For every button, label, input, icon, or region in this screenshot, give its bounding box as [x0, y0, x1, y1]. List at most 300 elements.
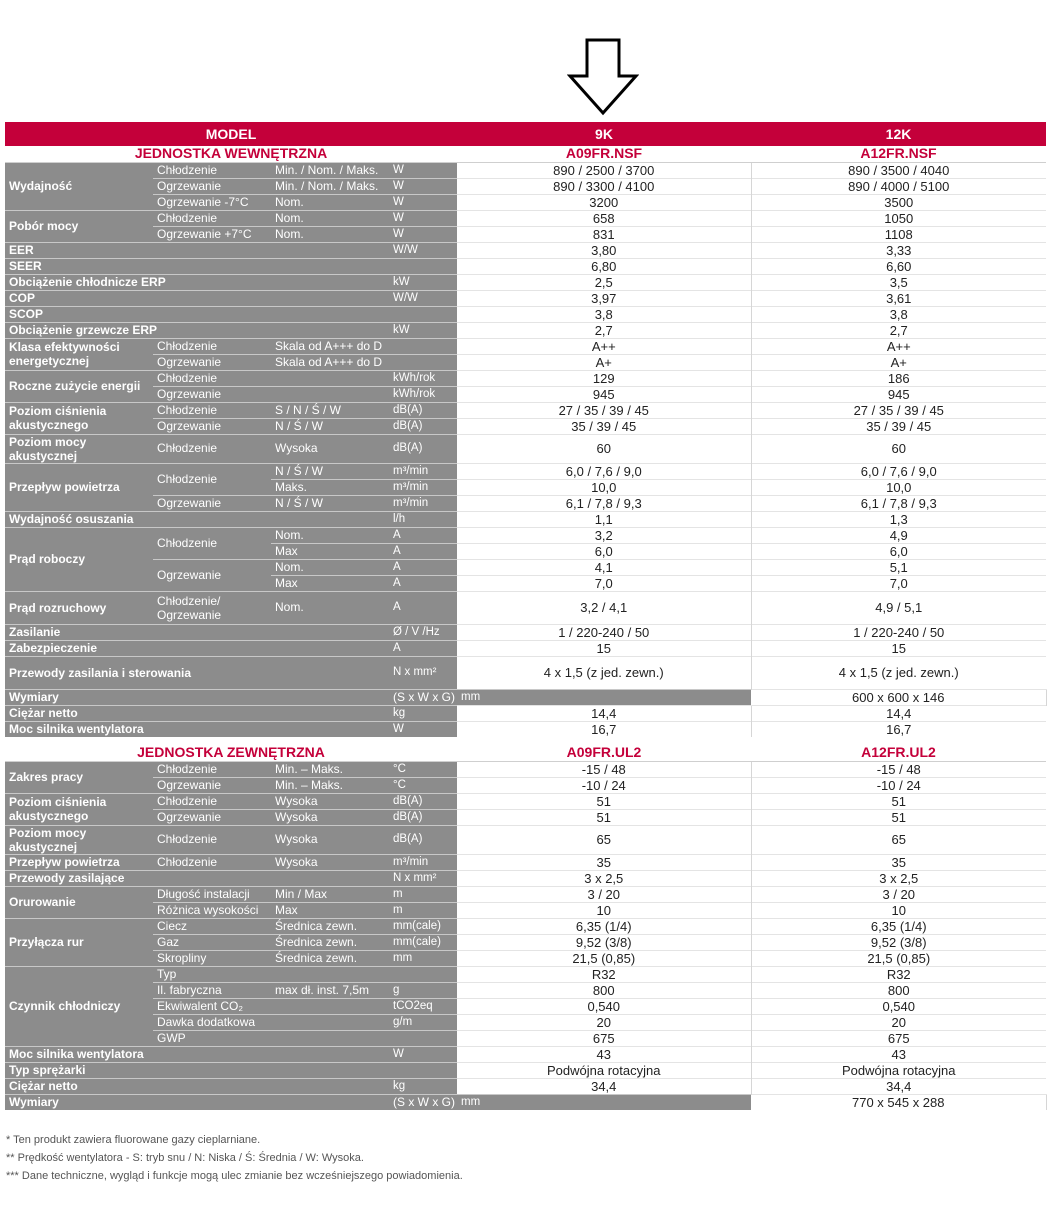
unit-cell: Ø / V /Hz	[389, 624, 457, 640]
value-12k: 186	[751, 370, 1046, 386]
table-row	[5, 870, 1046, 886]
value-12k: 4 x 1,5 (z jed. zewn.)	[751, 656, 1046, 689]
value-12k: 7,0	[751, 575, 1046, 591]
unit-cell: dB(A)	[389, 793, 457, 809]
unit-cell: l/h	[389, 511, 457, 527]
parameter-label: Moc silnika wentylatora	[5, 721, 389, 737]
value-9k: 14,4	[457, 705, 751, 721]
condition-cell: Nom.	[271, 527, 389, 543]
parameter-label: Poziom mocy akustycznej	[5, 825, 153, 854]
table-row	[5, 402, 1046, 418]
condition-cell: max dł. inst. 7,5m	[271, 982, 389, 998]
condition-cell: Max	[271, 902, 389, 918]
parameter-label: Poziom ciśnienia akustycznego	[5, 793, 153, 825]
value-9k: 7,0	[457, 575, 751, 591]
condition-cell: Nom.	[271, 559, 389, 575]
value-9k: 21,5 (0,85)	[457, 950, 751, 966]
unit-cell: dB(A)	[389, 418, 457, 434]
mode-cell: Chłodzenie	[153, 162, 271, 178]
table-row	[5, 998, 1046, 1014]
value-9k: 4,1	[457, 559, 751, 575]
unit-cell: g/m	[389, 1014, 457, 1030]
unit-cell: dB(A)	[389, 402, 457, 418]
table-row	[5, 162, 1046, 178]
condition-cell: N / Ś / W	[271, 418, 389, 434]
value-12k: 890 / 3500 / 4040	[751, 162, 1046, 178]
table-row	[5, 226, 1046, 242]
mode-cell: GWP	[153, 1030, 271, 1046]
value-9k: 65	[457, 825, 751, 854]
parameter-label: Wydajność	[5, 162, 153, 210]
value-9k: 3 x 2,5	[457, 870, 751, 886]
unit-cell: kg	[389, 705, 457, 721]
parameter-label: Roczne zużycie energii	[5, 370, 153, 402]
value-9k: 6,0	[457, 543, 751, 559]
parameter-label: Ciężar netto	[5, 1078, 389, 1094]
value-9k: 129	[457, 370, 751, 386]
value-12k: 51	[751, 793, 1046, 809]
table-row	[5, 982, 1046, 998]
parameter-label: Wydajność osuszania	[5, 511, 389, 527]
value-12k: 675	[751, 1030, 1046, 1046]
condition-cell: Średnica zewn.	[271, 950, 389, 966]
table-row	[5, 434, 1046, 463]
table-row	[5, 258, 1046, 274]
mode-cell: Ogrzewanie	[153, 495, 271, 511]
table-row	[5, 1078, 1046, 1094]
value-9k: A+	[457, 354, 751, 370]
condition-cell: Skala od A+++ do D	[271, 338, 389, 354]
condition-cell: Wysoka	[271, 434, 389, 463]
unit-cell: mm(cale)	[389, 934, 457, 950]
mode-cell: Ogrzewanie	[153, 178, 271, 194]
table-row	[5, 290, 1046, 306]
table-row	[5, 338, 1046, 354]
table-row	[5, 689, 1046, 705]
value-12k: 43	[751, 1046, 1046, 1062]
condition-cell: N / Ś / W	[271, 495, 389, 511]
value-9k: 1 / 220-240 / 50	[457, 624, 751, 640]
condition-cell: Min. – Maks.	[271, 777, 389, 793]
table-row	[5, 418, 1046, 434]
table-row	[5, 1046, 1046, 1062]
condition-cell: Wysoka	[271, 825, 389, 854]
value-9k: 34,4	[457, 1078, 751, 1094]
condition-cell: Wysoka	[271, 793, 389, 809]
footnotes	[6, 1131, 463, 1185]
value-12k: 890 / 4000 / 5100	[751, 178, 1046, 194]
unit-cell: °C	[389, 777, 457, 793]
unit-cell: W	[389, 194, 457, 210]
value-9k: 658	[457, 210, 751, 226]
parameter-label: Klasa efektywności energetycznej	[5, 338, 153, 370]
model-9k-header: 9K	[457, 122, 751, 146]
table-row	[5, 777, 1046, 793]
value-12k: 4,9 / 5,1	[751, 591, 1046, 624]
value-9k: Podwójna rotacyjna	[457, 1062, 751, 1078]
mode-cell: Chłodzenie	[153, 338, 271, 354]
parameter-label: Pobór mocy	[5, 210, 153, 242]
mode-cell: Chłodzenie	[153, 854, 271, 870]
parameter-label: SCOP	[5, 306, 389, 322]
condition-cell: Wysoka	[271, 854, 389, 870]
footnote: * Ten produkt zawiera fluorowane gazy cieplarniane.	[6, 1134, 261, 1146]
parameter-label: Obciążenie chłodnicze ERP	[5, 274, 389, 290]
value-12k: 14,4	[751, 705, 1046, 721]
value-12k: 21,5 (0,85)	[751, 950, 1046, 966]
condition-cell	[271, 998, 389, 1014]
mode-cell: Ogrzewanie	[153, 386, 271, 402]
mode-cell: Chłodzenie	[153, 434, 271, 463]
model-header: MODEL	[5, 122, 457, 146]
value-12k: 3,5	[751, 274, 1046, 290]
value-9k: 831	[457, 226, 751, 242]
table-row	[5, 370, 1046, 386]
value-9k: 10,0	[457, 479, 751, 495]
value-12k: 27 / 35 / 39 / 45	[751, 402, 1046, 418]
table-row	[5, 918, 1046, 934]
outdoor-unit-title-row	[5, 745, 1046, 761]
value-12k: 6,60	[751, 258, 1046, 274]
value-9k: -10 / 24	[457, 777, 751, 793]
unit-cell: A	[389, 543, 457, 559]
value-9k: A++	[457, 338, 751, 354]
value-9k: 51	[457, 793, 751, 809]
value-12k: 15	[751, 640, 1046, 656]
unit-cell: W	[389, 178, 457, 194]
table-row	[5, 591, 1046, 624]
parameter-label: Obciążenie grzewcze ERP	[5, 322, 389, 338]
value-9k: 3,2 / 4,1	[457, 591, 751, 624]
value-9k: 43	[457, 1046, 751, 1062]
mode-cell: Chłodzenie	[153, 463, 271, 495]
value-9k: 3,80	[457, 242, 751, 258]
value-9k: 3200	[457, 194, 751, 210]
table-row	[5, 854, 1046, 870]
section-spacer	[5, 737, 1046, 745]
mode-cell: Chłodzenie	[153, 793, 271, 809]
value-12k: 20	[751, 1014, 1046, 1030]
table-row	[5, 966, 1046, 982]
parameter-label: Typ sprężarki	[5, 1062, 389, 1078]
value-12k: 16,7	[751, 721, 1046, 737]
model-12k-header: 12K	[751, 122, 1046, 146]
mode-cell: Ogrzewanie	[153, 418, 271, 434]
unit-cell: A	[389, 591, 457, 624]
footnote: ** Prędkość wentylatora - S: tryb snu / N: Niska / Ś: Średnia / W: Wysoka.	[6, 1152, 364, 1164]
condition-cell: Nom.	[271, 210, 389, 226]
unit-cell: kW	[389, 322, 457, 338]
condition-cell: Min / Max	[271, 886, 389, 902]
value-9k: 675	[457, 1030, 751, 1046]
mode-cell	[271, 1094, 389, 1110]
value-12k: 10	[751, 902, 1046, 918]
table-row	[5, 1062, 1046, 1078]
mode-cell: Dawka dodatkowa	[153, 1014, 271, 1030]
value-12k: 3,33	[751, 242, 1046, 258]
table-row	[5, 322, 1046, 338]
table-row	[5, 721, 1046, 737]
value-9k: 27 / 35 / 39 / 45	[457, 402, 751, 418]
value-9k: 3 / 20	[457, 886, 751, 902]
table-row	[5, 902, 1046, 918]
unit-cell: A	[389, 527, 457, 543]
mode-cell: Chłodzenie	[153, 370, 271, 386]
value-12k: 6,0 / 7,6 / 9,0	[751, 463, 1046, 479]
table-row	[5, 194, 1046, 210]
condition-cell	[271, 370, 389, 386]
value-12k: 800	[751, 982, 1046, 998]
mode-cell: Chłodzenie	[153, 761, 271, 777]
unit-cell: mm	[457, 1094, 751, 1110]
condition-cell: Min. / Nom. / Maks.	[271, 178, 389, 194]
unit-cell: W	[389, 1046, 457, 1062]
parameter-label: Orurowanie	[5, 886, 153, 918]
value-9k: 890 / 2500 / 3700	[457, 162, 751, 178]
parameter-label: Przyłącza rur	[5, 918, 153, 966]
unit-cell: tCO2eq	[389, 998, 457, 1014]
parameter-label: Ciężar netto	[5, 705, 389, 721]
value-12k: R32	[751, 966, 1046, 982]
mode-cell: Ogrzewanie	[153, 777, 271, 793]
table-row	[5, 886, 1046, 902]
value-9k: 3,8	[457, 306, 751, 322]
unit-cell	[389, 258, 457, 274]
parameter-label: Moc silnika wentylatora	[5, 1046, 389, 1062]
value-12k: 51	[751, 809, 1046, 825]
condition-cell: Min. – Maks.	[271, 761, 389, 777]
value-9k: 600 x 600 x 146	[751, 689, 1046, 705]
mode-cell: Chłodzenie	[153, 402, 271, 418]
unit-cell: W/W	[389, 290, 457, 306]
parameter-label: Przewody zasilania i sterowania	[5, 656, 389, 689]
parameter-label: Zabezpieczenie	[5, 640, 389, 656]
value-12k: 1 / 220-240 / 50	[751, 624, 1046, 640]
value-12k: 34,4	[751, 1078, 1046, 1094]
unit-cell: kWh/rok	[389, 370, 457, 386]
unit-cell: dB(A)	[389, 434, 457, 463]
value-12k: A++	[751, 338, 1046, 354]
value-12k: 4,9	[751, 527, 1046, 543]
condition-cell: Wysoka	[271, 809, 389, 825]
parameter-label: Przepływ powietrza	[5, 854, 153, 870]
unit-cell: W	[389, 210, 457, 226]
value-12k: 0,540	[751, 998, 1046, 1014]
value-9k: 51	[457, 809, 751, 825]
value-9k: 15	[457, 640, 751, 656]
table-row	[5, 463, 1046, 479]
outdoor-unit-title: JEDNOSTKA ZEWNĘTRZNA	[5, 745, 457, 761]
parameter-label: Przewody zasilające	[5, 870, 389, 886]
value-12k: 1108	[751, 226, 1046, 242]
value-9k: 945	[457, 386, 751, 402]
value-9k: 0,540	[457, 998, 751, 1014]
condition-cell: N / Ś / W	[271, 463, 389, 479]
value-12k: 3 x 2,5	[751, 870, 1046, 886]
unit-cell: m³/min	[389, 463, 457, 479]
table-row	[5, 527, 1046, 543]
unit-cell: W	[389, 162, 457, 178]
unit-cell	[389, 1062, 457, 1078]
table-row	[5, 306, 1046, 322]
unit-cell: mm(cale)	[389, 918, 457, 934]
indoor-unit-title: JEDNOSTKA WEWNĘTRZNA	[5, 146, 457, 162]
unit-cell: mm	[389, 950, 457, 966]
value-12k: 3500	[751, 194, 1046, 210]
down-arrow-icon	[567, 38, 639, 116]
value-9k: 6,0 / 7,6 / 9,0	[457, 463, 751, 479]
parameter-label: Prąd roboczy	[5, 527, 153, 591]
value-12k: 3 / 20	[751, 886, 1046, 902]
unit-cell: A	[389, 559, 457, 575]
parameter-label: Zakres pracy	[5, 761, 153, 793]
value-12k: 3,61	[751, 290, 1046, 306]
mode-cell: Typ	[153, 966, 271, 982]
value-12k: A+	[751, 354, 1046, 370]
condition-cell: Nom.	[271, 226, 389, 242]
condition-cell: Max	[271, 575, 389, 591]
value-12k: 6,35 (1/4)	[751, 918, 1046, 934]
mode-cell: Chłodzenie/ Ogrzewanie	[153, 591, 271, 624]
value-12k: 65	[751, 825, 1046, 854]
parameter-label: Zasilanie	[5, 624, 389, 640]
table-row	[5, 559, 1046, 575]
value-12k: 60	[751, 434, 1046, 463]
mode-cell: Różnica wysokości	[153, 902, 271, 918]
mode-cell: Chłodzenie	[153, 527, 271, 559]
value-9k: 6,35 (1/4)	[457, 918, 751, 934]
unit-cell: g	[389, 982, 457, 998]
value-9k: 770 x 545 x 288	[751, 1094, 1046, 1110]
mode-cell: Ogrzewanie	[153, 354, 271, 370]
mode-cell: Ogrzewanie -7°C	[153, 194, 271, 210]
mode-cell: Długość instalacji	[153, 886, 271, 902]
value-9k: R32	[457, 966, 751, 982]
table-row	[5, 1030, 1046, 1046]
value-9k: 35	[457, 854, 751, 870]
value-9k: 60	[457, 434, 751, 463]
condition-cell: Maks.	[271, 479, 389, 495]
condition-cell: Nom.	[271, 591, 389, 624]
unit-cell: N x mm²	[389, 870, 457, 886]
table-row	[5, 242, 1046, 258]
unit-cell	[389, 966, 457, 982]
value-9k: 6,1 / 7,8 / 9,3	[457, 495, 751, 511]
parameter-label: Prąd rozruchowy	[5, 591, 153, 624]
parameter-label: Poziom mocy akustycznej	[5, 434, 153, 463]
outdoor-unit-model-9k: A09FR.UL2	[457, 745, 751, 761]
table-row	[5, 950, 1046, 966]
unit-cell: N x mm²	[389, 656, 457, 689]
unit-cell: kW	[389, 274, 457, 290]
value-12k: 945	[751, 386, 1046, 402]
value-12k: 5,1	[751, 559, 1046, 575]
table-row	[5, 624, 1046, 640]
value-12k: 3,8	[751, 306, 1046, 322]
unit-cell: kg	[389, 1078, 457, 1094]
table-row	[5, 761, 1046, 777]
spacer-cell	[5, 737, 1046, 745]
unit-cell: W	[389, 226, 457, 242]
indoor-unit-title-row	[5, 146, 1046, 162]
value-9k: 35 / 39 / 45	[457, 418, 751, 434]
unit-cell	[389, 306, 457, 322]
unit-cell: W	[389, 721, 457, 737]
table-row	[5, 354, 1046, 370]
indoor-unit-model-12k: A12FR.NSF	[751, 146, 1046, 162]
unit-cell: A	[389, 575, 457, 591]
value-12k: 35	[751, 854, 1046, 870]
unit-cell: dB(A)	[389, 825, 457, 854]
unit-cell: m	[389, 886, 457, 902]
parameter-label: COP	[5, 290, 389, 306]
condition-cell	[271, 966, 389, 982]
value-12k: -15 / 48	[751, 761, 1046, 777]
table-row	[5, 656, 1046, 689]
unit-cell	[389, 354, 457, 370]
unit-cell	[389, 338, 457, 354]
value-9k: 10	[457, 902, 751, 918]
unit-cell: m³/min	[389, 854, 457, 870]
value-12k: 35 / 39 / 45	[751, 418, 1046, 434]
table-row	[5, 210, 1046, 226]
mode-cell: Ciecz	[153, 918, 271, 934]
table-row	[5, 640, 1046, 656]
value-9k: 890 / 3300 / 4100	[457, 178, 751, 194]
footnote: *** Dane techniczne, wygląd i funkcje mogą ulec zmianie bez wcześniejszego powiadomienia.	[6, 1170, 463, 1182]
table-row	[5, 809, 1046, 825]
table-row	[5, 495, 1046, 511]
table-row	[5, 825, 1046, 854]
value-12k: Podwójna rotacyjna	[751, 1062, 1046, 1078]
value-9k: 16,7	[457, 721, 751, 737]
value-12k: 10,0	[751, 479, 1046, 495]
value-9k: 1,1	[457, 511, 751, 527]
mode-cell: Ogrzewanie	[153, 559, 271, 591]
value-9k: 20	[457, 1014, 751, 1030]
condition-cell: Min. / Nom. / Maks.	[271, 162, 389, 178]
table-row	[5, 1014, 1046, 1030]
value-12k: 1050	[751, 210, 1046, 226]
value-12k: 1,3	[751, 511, 1046, 527]
mode-cell: Ogrzewanie +7°C	[153, 226, 271, 242]
condition-cell: (S x W x G)	[389, 689, 457, 705]
unit-cell: dB(A)	[389, 809, 457, 825]
unit-cell: m	[389, 902, 457, 918]
table-row	[5, 386, 1046, 402]
condition-cell: (S x W x G)	[389, 1094, 457, 1110]
table-row	[5, 178, 1046, 194]
value-12k: 2,7	[751, 322, 1046, 338]
unit-cell: m³/min	[389, 495, 457, 511]
value-12k: 6,1 / 7,8 / 9,3	[751, 495, 1046, 511]
condition-cell: Średnica zewn.	[271, 918, 389, 934]
condition-cell	[271, 1014, 389, 1030]
value-9k: 3,2	[457, 527, 751, 543]
value-12k: 6,0	[751, 543, 1046, 559]
unit-cell: kWh/rok	[389, 386, 457, 402]
table-row	[5, 793, 1046, 809]
spec-table	[5, 122, 1046, 1110]
table-header-row	[5, 122, 1046, 146]
value-12k: 9,52 (3/8)	[751, 934, 1046, 950]
parameter-label: Przepływ powietrza	[5, 463, 153, 511]
mode-cell: Chłodzenie	[153, 210, 271, 226]
mode-cell: Il. fabryczna	[153, 982, 271, 998]
condition-cell: S / N / Ś / W	[271, 402, 389, 418]
parameter-label: Poziom ciśnienia akustycznego	[5, 402, 153, 434]
value-9k: -15 / 48	[457, 761, 751, 777]
